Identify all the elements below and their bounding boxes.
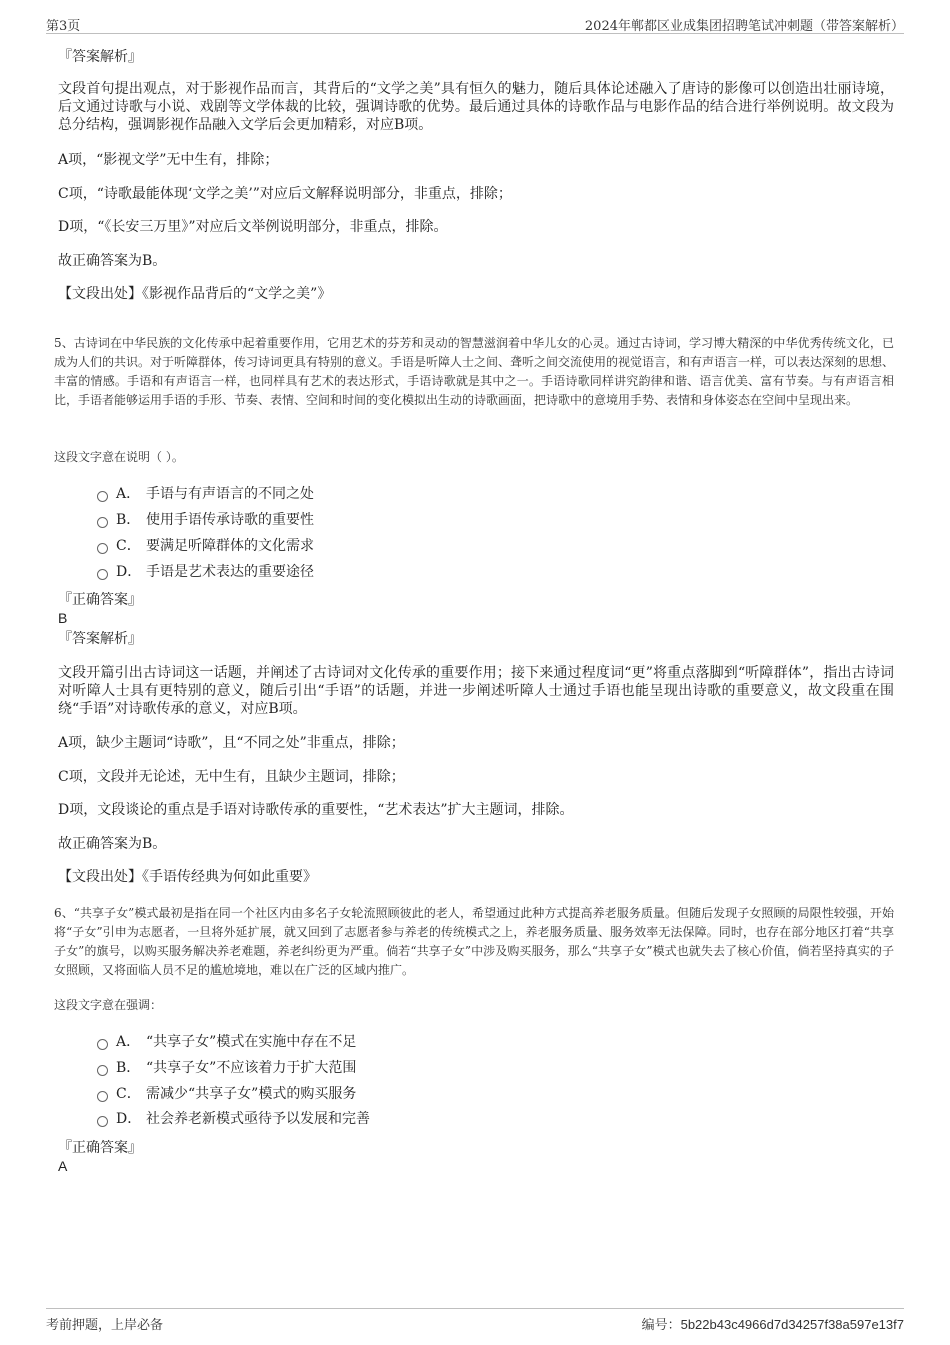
- option-letter: D．: [116, 1111, 142, 1127]
- radio-button[interactable]: [97, 1065, 108, 1076]
- q6-passage: 6、“共享子女”模式最初是指在同一个社区内由多名子女轮流照顾彼此的老人，希望通过此种方式提高养老服务质量。但随后发现子女照顾的局限性较强，开始将“子女”引申为志愿者，一旦将外延扩展，就又回到了志愿者参与养老的传统模式之上，养老服务质量、服务效率无法保障。同时，也存在部分地区打着“共享子女”的旗号，以购买服务解决养老难题，养老纠纷更为严重。倘若“共享子女”中涉及购买服务，那么“共享子女”模式也就失去了核心价值，倘若坚持真实的子女照顾，又将面临人员不足的尴尬境地，难以在广泛的区域内推广。: [54, 906, 894, 977]
- option-letter: B．: [116, 1060, 141, 1076]
- q4-option-a-explanation: A项，“影视文学”无中生有，排除；: [58, 152, 279, 168]
- q5-analysis-label: 『答案解析』: [58, 631, 142, 647]
- page-number: 第3页: [46, 19, 81, 34]
- q5-conclusion: 故正确答案为B。: [58, 836, 167, 852]
- q5-question: 这段文字意在说明（ ）。: [54, 450, 184, 464]
- option-text: 手语与有声语言的不同之处: [146, 486, 314, 502]
- q5-option-c-explanation: C项，文段并无论述，无中生有，且缺少主题词，排除；: [58, 769, 405, 785]
- q4-option-d-explanation: D项，“《长安三万里》”对应后文举例说明部分，非重点，排除。: [58, 219, 448, 235]
- q5-option-c[interactable]: [97, 537, 314, 555]
- page-header: [46, 13, 904, 34]
- q5-correct-label: 『正确答案』: [58, 592, 142, 608]
- q6-option-b[interactable]: [97, 1059, 356, 1077]
- option-text: 需减少“共享子女”模式的购买服务: [146, 1086, 357, 1102]
- q5-source: 【文段出处】《手语传经典为何如此重要》: [58, 869, 317, 885]
- q6-option-a[interactable]: [97, 1033, 356, 1051]
- q5-analysis-text: 文段开篇引出古诗词这一话题，并阐述了古诗词对文化传承的重要作用；接下来通过程度词“更”将重点落脚到“听障群体”，指出古诗词对听障人士具有更特别的意义，随后引出“手语”的话题，并进一步阐述听障人士通过手语也能呈现出诗歌的重要意义，故文段重在围绕“手语”对诗歌传承的意义，对应B项。: [58, 665, 894, 717]
- option-text: 社会养老新模式亟待予以发展和完善: [146, 1111, 370, 1127]
- q5-option-a[interactable]: [97, 485, 314, 503]
- footer-id-label: 编号：: [641, 1318, 681, 1333]
- document-title: 2024年郸都区业成集团招聘笔试冲刺题（带答案解析）: [584, 19, 904, 34]
- footer-slogan: 考前押题，上岸必备: [46, 1318, 164, 1333]
- page-footer: [46, 1308, 904, 1333]
- q6-option-d[interactable]: [97, 1110, 370, 1128]
- q4-conclusion: 故正确答案为B。: [58, 253, 167, 269]
- option-letter: B．: [116, 512, 141, 528]
- q5-passage: 5、古诗词在中华民族的文化传承中起着重要作用，它用艺术的芬芳和灵动的智慧滋润着中华儿女的心灵。通过古诗词，学习博大精深的中华优秀传统文化，已成为人们的共识。对于听障群体，传习诗词更具有特别的意义。手语是听障人士之间、聋听之间交流使用的视觉语言，和有声语言一样，可以表达深刻的思想、丰富的情感。手语和有声语言一样，也同样具有艺术的表达形式，手语诗歌就是其中之一。手语诗歌同样讲究韵律和谐、语言优美、富有节奏。与有声语言相比，手语者能够运用手语的手形、节奏、表情、空间和时间的变化模拟出生动的诗歌画面，把诗歌中的意境用手势、表情和身体姿态在空间中呈现出来。: [54, 336, 895, 407]
- q4-analysis-text: 文段首句提出观点，对于影视作品而言，其背后的“文学之美”具有恒久的魅力，随后具体论述融入了唐诗的影像可以创造出壮丽诗境，后文通过诗歌与小说、戏剧等文学体裁的比较，强调诗歌的优势。最后通过具体的诗歌作品与电影作品的结合进行举例说明。故文段为总分结构，强调影视作品融入文学后会更加精彩，对应B项。: [58, 81, 894, 133]
- option-text: “共享子女”模式在实施中存在不足: [146, 1034, 357, 1050]
- q4-source: 【文段出处】《影视作品背后的“文学之美”》: [58, 286, 332, 302]
- q4-analysis-label: 『答案解析』: [58, 49, 142, 65]
- radio-button[interactable]: [97, 1039, 108, 1050]
- option-text: 使用手语传承诗歌的重要性: [146, 512, 314, 528]
- q4-option-c-explanation: C项，“诗歌最能体现‘文学之美’”对应后文解释说明部分，非重点，排除；: [58, 186, 512, 202]
- q5-option-d[interactable]: [97, 563, 314, 581]
- q6-correct-label: 『正确答案』: [58, 1140, 142, 1156]
- option-letter: C．: [116, 1086, 141, 1102]
- q5-option-a-explanation: A项，缺少主题词“诗歌”，且“不同之处”非重点，排除；: [58, 735, 405, 751]
- option-letter: C．: [116, 538, 141, 554]
- option-letter: A．: [116, 1034, 141, 1050]
- option-letter: A．: [116, 486, 141, 502]
- option-text: 要满足听障群体的文化需求: [146, 538, 314, 554]
- radio-button[interactable]: [97, 491, 108, 502]
- q5-option-b[interactable]: [97, 511, 314, 529]
- option-text: “共享子女”不应该着力于扩大范围: [146, 1060, 357, 1076]
- option-text: 手语是艺术表达的重要途径: [146, 564, 314, 580]
- radio-button[interactable]: [97, 569, 108, 580]
- q6-correct-answer: A: [58, 1158, 68, 1174]
- footer-id-code: 5b22b43c4966d7d34257f38a597e13f7: [680, 1317, 904, 1332]
- radio-button[interactable]: [97, 1116, 108, 1127]
- q5-option-d-explanation: D项，文段谈论的重点是手语对诗歌传承的重要性，“艺术表达”扩大主题词，排除。: [58, 802, 574, 818]
- radio-button[interactable]: [97, 543, 108, 554]
- q6-question: 这段文字意在强调：: [54, 998, 163, 1012]
- footer-id: [642, 1314, 904, 1333]
- q5-correct-answer: B: [58, 610, 68, 626]
- radio-button[interactable]: [97, 1091, 108, 1102]
- radio-button[interactable]: [97, 517, 108, 528]
- q6-option-c[interactable]: [97, 1085, 356, 1103]
- option-letter: D．: [116, 564, 142, 580]
